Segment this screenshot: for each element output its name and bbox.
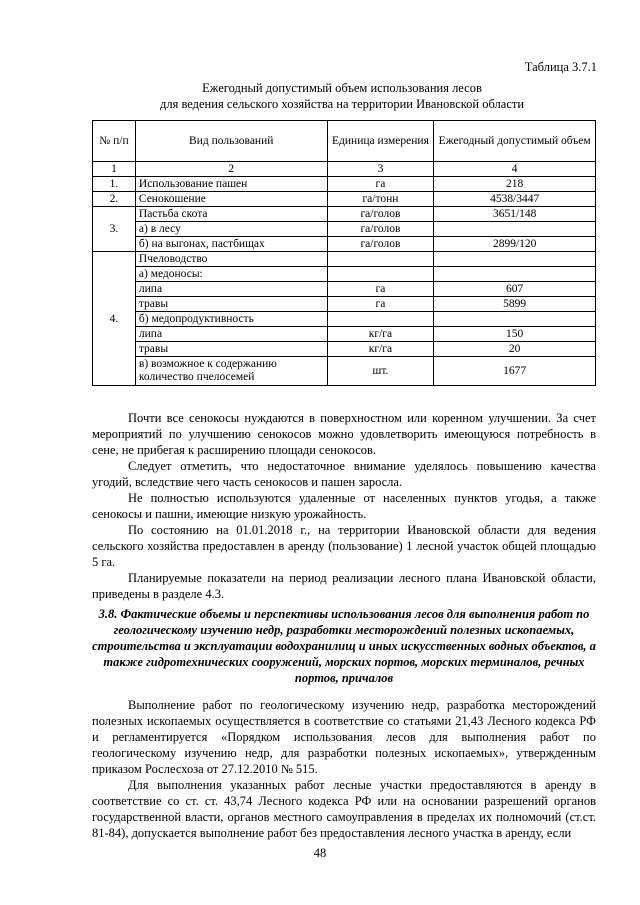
row-type: липа <box>135 282 327 297</box>
section-number: 3.8. <box>98 607 118 621</box>
paragraph: Почти все сенокосы нуждаются в поверхностном или коренном улучшении. За счет мероприятий по улучшению сенокосов можно удовлетворить имеющуюся потребность в сене, не прибегая к расширению площади сенокосов. <box>92 411 596 457</box>
row-volume: 5899 <box>434 297 596 312</box>
header-unit: Единица измерения <box>327 121 434 162</box>
row-type: б) медопродуктивность <box>135 312 327 327</box>
col-number: 2 <box>135 162 327 177</box>
row-type: а) в лесу <box>135 222 327 237</box>
paragraph: Для выполнения указанных работ лесные участки предоставляются в аренду в соответствие со ст. ст. 43,74 Лесного кодекса РФ или на основании разрешений органов государственной власти, органов местного самоуправления в пределах их полномочий (ст.ст. 81-84), допускается выполнение работ без предоставления лесного участка в аренду, если <box>92 778 596 840</box>
header-num: № п/п <box>93 121 136 162</box>
row-volume <box>434 267 596 282</box>
table-row <box>93 252 596 267</box>
row-volume <box>434 312 596 327</box>
table-row <box>93 312 596 327</box>
table-row <box>93 282 596 297</box>
row-unit: га <box>327 177 434 192</box>
row-volume: 150 <box>434 327 596 342</box>
col-number: 3 <box>327 162 434 177</box>
table-row <box>93 297 596 312</box>
row-type: Пастьба скота <box>135 207 327 222</box>
row-unit <box>327 252 434 267</box>
section-heading <box>92 606 596 686</box>
row-unit: га/голов <box>327 237 434 252</box>
row-type: Пчеловодство <box>135 252 327 267</box>
row-num: 3. <box>93 207 136 252</box>
row-num: 4. <box>93 252 136 386</box>
row-type: а) медоносы: <box>135 267 327 282</box>
body-text-block-2 <box>92 697 596 841</box>
table-row <box>93 177 596 192</box>
row-volume: 20 <box>434 342 596 357</box>
row-type: липа <box>135 327 327 342</box>
row-type: травы <box>135 297 327 312</box>
col-number: 4 <box>434 162 596 177</box>
row-volume: 1677 <box>434 357 596 386</box>
row-unit: га/голов <box>327 222 434 237</box>
table-row <box>93 327 596 342</box>
row-num: 2. <box>93 192 136 207</box>
table-row <box>93 207 596 222</box>
row-unit: га/тонн <box>327 192 434 207</box>
row-volume <box>434 222 596 237</box>
table-row <box>93 237 596 252</box>
forest-use-table <box>92 120 596 386</box>
column-number-row <box>93 162 596 177</box>
paragraph: Планируемые показатели на период реализации лесного плана Ивановской области, приведены в разделе 4.3. <box>92 571 596 601</box>
table-row <box>93 357 596 386</box>
row-unit: шт. <box>327 357 434 386</box>
row-type: в) возможное к содержанию количество пчелосемей <box>135 357 327 386</box>
body-text-block-1 <box>92 410 596 602</box>
row-volume: 2899/120 <box>434 237 596 252</box>
col-number: 1 <box>93 162 136 177</box>
row-unit <box>327 312 434 327</box>
page-number: 48 <box>313 846 327 860</box>
header-volume: Ежегодный допустимый объем <box>434 121 596 162</box>
row-unit: га <box>327 297 434 312</box>
table-header-row <box>93 121 596 162</box>
caption-line-2: для ведения сельского хозяйства на территории Ивановской области <box>159 97 525 111</box>
caption-line-1: Ежегодный допустимый объем использования лесов <box>202 81 482 95</box>
table-row <box>93 342 596 357</box>
table-row <box>93 267 596 282</box>
paragraph: Не полностью используются удаленные от населенных пунктов угодья, а также сенокосы и пашни, имеющие низкую урожайность. <box>92 491 596 521</box>
row-unit: га/голов <box>327 207 434 222</box>
table-caption <box>92 80 592 112</box>
row-volume: 3651/148 <box>434 207 596 222</box>
row-unit: га <box>327 282 434 297</box>
section-title: Фактические объемы и перспективы использования лесов для выполнения работ по геологическому изучению недр, разработки месторождений полезных ископаемых, строительства и эксплуатации водохранилищ и иных искусственных водных объектов, а также гидротехнических сооружений, морских портов, морских терминалов, речных портов, причалов <box>92 607 596 685</box>
paragraph: Выполнение работ по геологическому изучению недр, разработка месторождений полезных ископаемых осуществляется в соответствие со статьями 21,43 Лесного кодекса РФ и регламентируется «Порядком использования лесов для выполнения работ по геологическому изучению недр, для разработки полезных ископаемых», утвержденным приказом Рослесхоза от 27.12.2010 № 515. <box>92 698 596 776</box>
row-volume: 607 <box>434 282 596 297</box>
paragraph: По состоянию на 01.01.2018 г., на территории Ивановской области для ведения сельского хозяйства предоставлен в аренду (пользование) 1 лесной участок общей площадью 5 га. <box>92 523 596 569</box>
row-unit: кг/га <box>327 327 434 342</box>
row-volume: 218 <box>434 177 596 192</box>
table-row <box>93 192 596 207</box>
paragraph: Следует отметить, что недостаточное внимание уделялось повышению качества угодий, вследствие чего часть сенокосов и пашен заросла. <box>92 459 596 489</box>
row-type: травы <box>135 342 327 357</box>
row-type: Использование пашен <box>135 177 327 192</box>
row-num: 1. <box>93 177 136 192</box>
table-label: Таблица 3.7.1 <box>524 60 597 74</box>
table-row <box>93 222 596 237</box>
row-unit <box>327 267 434 282</box>
row-unit: кг/га <box>327 342 434 357</box>
row-type: б) на выгонах, пастбищах <box>135 237 327 252</box>
row-type: Сенокошение <box>135 192 327 207</box>
header-type: Вид пользований <box>135 121 327 162</box>
row-volume <box>434 252 596 267</box>
row-volume: 4538/3447 <box>434 192 596 207</box>
